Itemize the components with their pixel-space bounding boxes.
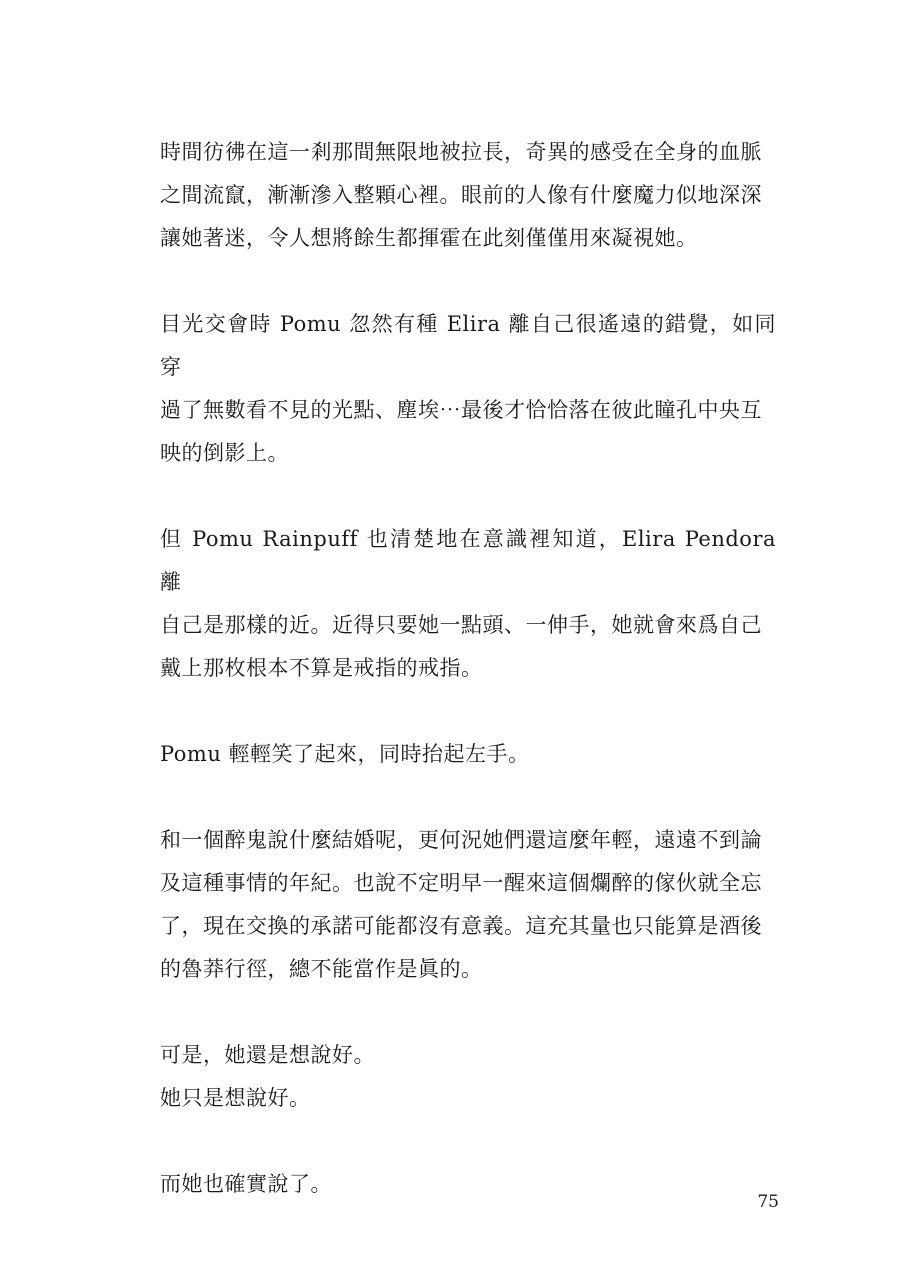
paragraph: 目光交會時 Pomu 忽然有種 Elira 離自己很遙遠的錯覺，如同穿 過了無數看不見的光點、塵埃⋯最後才恰恰落在彼此瞳孔中央互 映的倒影上。 xyxy=(160,312,776,465)
paragraph-gap xyxy=(160,475,776,518)
paragraph: 而她也確實說了。 xyxy=(160,1172,332,1196)
paragraph-gap xyxy=(160,690,776,733)
paragraph: 但 Pomu Rainpuff 也清楚地在意識裡知道，Elira Pendora 離 自己是那樣的近。近得只要她一點頭、一伸手，她就會來爲自己 戴上那枚根本不算是戒指的戒指。 xyxy=(160,527,776,680)
paragraph: 時間彷彿在這一剎那間無限地被拉長，奇異的感受在全身的血脈 之間流竄，漸漸滲入整顆心裡。眼前的人像有什麼魔力似地深深 讓她著迷，令人想將餘生都揮霍在此刻僅僅用來凝視她。 xyxy=(160,140,762,250)
body-text xyxy=(160,131,776,1206)
paragraph-gap xyxy=(160,260,776,303)
paragraph: 和一個醉鬼說什麼結婚呢，更何況她們還這麼年輕，遠遠不到論 及這種事情的年紀。也說不定明早一醒來這個爛醉的傢伙就全忘 了，現在交換的承諾可能都沒有意義。這充其量也只能算是酒後 的魯莽行徑，總不能當作是眞的。 xyxy=(160,828,762,981)
paragraph: 可是，她還是想說好。 她只是想說好。 xyxy=(160,1043,375,1110)
page-number: 75 xyxy=(757,1192,779,1212)
paragraph-gap xyxy=(160,991,776,1034)
paragraph: Pomu 輕輕笑了起來，同時抬起左手。 xyxy=(160,742,530,766)
paragraph-gap xyxy=(160,1120,776,1163)
paragraph-gap xyxy=(160,776,776,819)
